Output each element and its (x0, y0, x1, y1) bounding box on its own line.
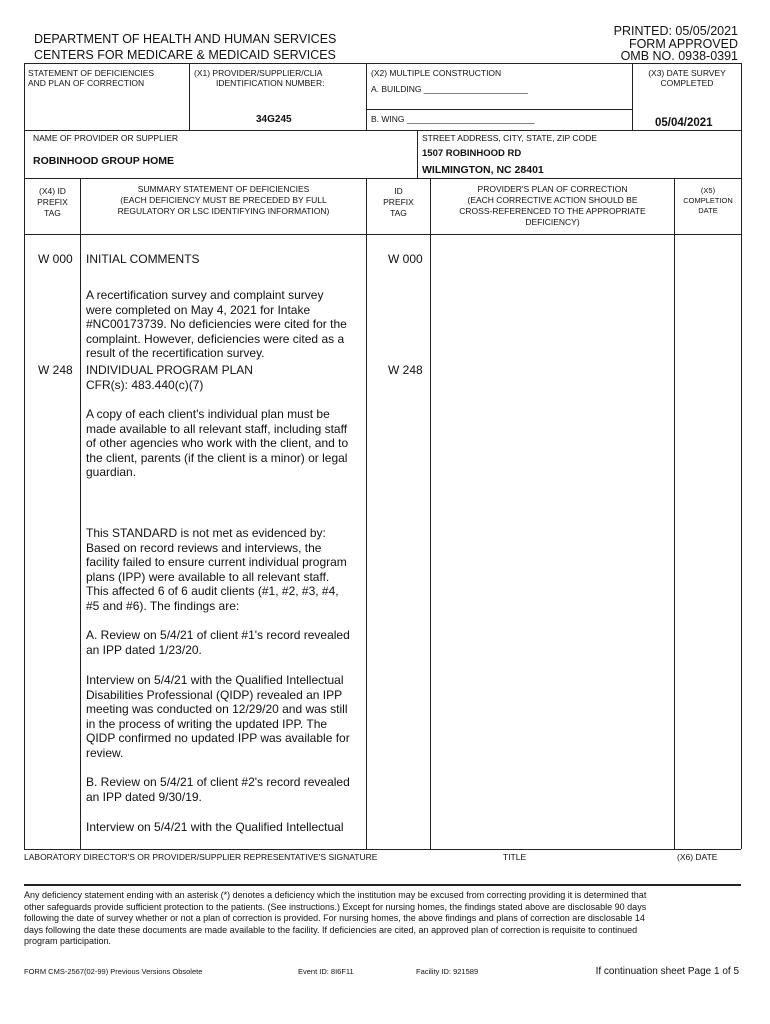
signature-bottom-rule (24, 884, 741, 886)
left-border (24, 63, 25, 849)
building-label: A. BUILDING ______________________ (371, 84, 528, 94)
x2-label: (X2) MULTIPLE CONSTRUCTION (371, 68, 502, 78)
x5-header-2: COMPLETION (683, 196, 733, 205)
provider-rule (24, 130, 741, 131)
standard-not-met-text: This STANDARD is not met as evidenced by: Based on record reviews and interviews, the facility failed to ensure current individual program plans (IPP) were available to all relevant staff. This affected 6 of 6 audit clients (#1, #2, #3, #4, #5 and #6). The findings are: (86, 526, 347, 613)
cfr-reference: CFR(s): 483.440(c)(7) (86, 378, 204, 392)
survey-completed-date: 05/04/2021 (655, 117, 713, 129)
x5-header-1: (X5) (700, 186, 716, 195)
id-header-1: ID (394, 186, 403, 196)
title-label: TITLE (503, 852, 527, 862)
id-header-2: PREFIX (383, 197, 414, 207)
tag-w248-left: W 248 (38, 363, 73, 377)
wing-label: B. WING ___________________________ (371, 114, 535, 124)
initial-comments-heading: INITIAL COMMENTS (86, 252, 200, 266)
id-header-3: TAG (390, 208, 407, 218)
x6-date-label: (X6) DATE (677, 852, 718, 862)
form-approved: FORM APPROVED (628, 37, 738, 51)
plan-header-2: (EACH CORRECTIVE ACTION SHOULD BE (467, 195, 638, 205)
x1-label-2: IDENTIFICATION NUMBER: (216, 78, 325, 88)
wing-rule (366, 109, 632, 110)
summary-header-3: REGULATORY OR LSC IDENTIFYING INFORMATION) (117, 206, 330, 216)
facility-id: Facility ID: 921589 (416, 967, 479, 976)
x4-header-3: TAG (44, 208, 61, 218)
address-label: STREET ADDRESS, CITY, STATE, ZIP CODE (422, 133, 597, 143)
statement-label-2: AND PLAN OF CORRECTION (28, 78, 145, 88)
x2-divider (366, 63, 367, 130)
plan-header-1: PROVIDER'S PLAN OF CORRECTION (477, 184, 628, 194)
centers-title: CENTERS FOR MEDICARE & MEDICAID SERVICES (34, 48, 336, 62)
statement-label-1: STATEMENT OF DEFICIENCIES (28, 68, 155, 78)
plan-header-3: CROSS-REFERENCED TO THE APPROPRIATE (459, 206, 646, 216)
col-divider-plan (674, 178, 675, 849)
col-divider-id (430, 178, 431, 849)
right-border (741, 63, 742, 849)
ipp-heading: INDIVIDUAL PROGRAM PLAN (86, 363, 253, 377)
tag-w248-right: W 248 (388, 363, 423, 377)
x4-header-2: PREFIX (37, 197, 68, 207)
regulation-text: A copy of each client's individual plan must be made available to all relevant staff, including staff of other agencies who work with the client, and to the client, parents (if the client is a minor) or legal guardian. (86, 407, 349, 480)
event-id: Event ID: 8I6F11 (298, 967, 354, 976)
interview-2-text: Interview on 5/4/21 with the Qualified Intellectual (86, 820, 344, 834)
columns-rule (24, 178, 741, 179)
plan-header-4: DEFICIENCY) (525, 217, 580, 227)
top-rule (24, 63, 741, 64)
interview-1-text: Interview on 5/4/21 with the Qualified Intellectual Disabilities Professional (QIDP) revealed an IPP meeting was conducted on 12/29/20 and was still in the process of writing the updated IPP. The QIDP confirmed no updated IPP was available for review. (86, 673, 350, 760)
provider-id-number: 34G245 (256, 114, 292, 125)
finding-a-text: A. Review on 5/4/21 of client #1's record revealed an IPP dated 1/23/20. (86, 628, 350, 657)
col-divider-summary (366, 178, 367, 849)
provider-name: ROBINHOOD GROUP HOME (33, 155, 174, 167)
provider-name-label: NAME OF PROVIDER OR SUPPLIER (33, 133, 178, 143)
summary-header-2: (EACH DEFICIENCY MUST BE PRECEDED BY FULL (120, 195, 327, 205)
x1-divider (189, 63, 190, 130)
col-divider-prefix (80, 178, 81, 849)
tag-w000-left: W 000 (38, 252, 73, 266)
initial-comments-text: A recertification survey and complaint survey were completed on May 4, 2021 for Intake #NC00173739. No deficiencies were cited for the complaint. However, deficiencies were cited as a result of the recertification survey. (86, 288, 347, 361)
disclaimer-text: Any deficiency statement ending with an asterisk (*) denotes a deficiency which the institution may be excused from correcting providing it is determined that other safeguards provide sufficient protection to the patients. (See instructions.) Except for nursing homes, the findings stated above are disclosable 90 days following the date of survey whether or not a plan of correction is provided. For nursing homes, the above findings and plans of correction are disclosable 14 days following the date these documents are made available to the facility. If deficiencies are cited, an approved plan of correction is requisite to continued program participation. (24, 890, 647, 947)
city-state-zip: WILMINGTON, NC 28401 (422, 164, 544, 176)
finding-b-text: B. Review on 5/4/21 of client #2's record revealed an IPP dated 9/30/19. (86, 775, 350, 804)
signature-top-rule (24, 849, 741, 850)
printed-date: PRINTED: 05/05/2021 (613, 24, 738, 38)
summary-header-1: SUMMARY STATEMENT OF DEFICIENCIES (137, 184, 310, 194)
x1-label-1: (X1) PROVIDER/SUPPLIER/CLIA (194, 68, 323, 78)
address-divider (417, 130, 418, 178)
x4-header-1: (X4) ID (39, 186, 66, 196)
form-number: FORM CMS-2567(02-99) Previous Versions Obsolete (24, 967, 203, 976)
street-address: 1507 ROBINHOOD RD (422, 148, 522, 159)
tag-w000-right: W 000 (388, 252, 423, 266)
department-title: DEPARTMENT OF HEALTH AND HUMAN SERVICES (34, 32, 337, 46)
omb-number: OMB NO. 0938-0391 (620, 49, 738, 63)
x3-label-2: COMPLETED (660, 78, 714, 88)
page-indicator: If continuation sheet Page 1 of 5 (595, 966, 739, 977)
director-signature-label: LABORATORY DIRECTOR'S OR PROVIDER/SUPPLIER REPRESENTATIVE'S SIGNATURE (24, 852, 378, 862)
x5-header-3: DATE (698, 206, 718, 215)
x3-label-1: (X3) DATE SURVEY (648, 68, 726, 78)
header-bottom-rule (24, 234, 741, 235)
